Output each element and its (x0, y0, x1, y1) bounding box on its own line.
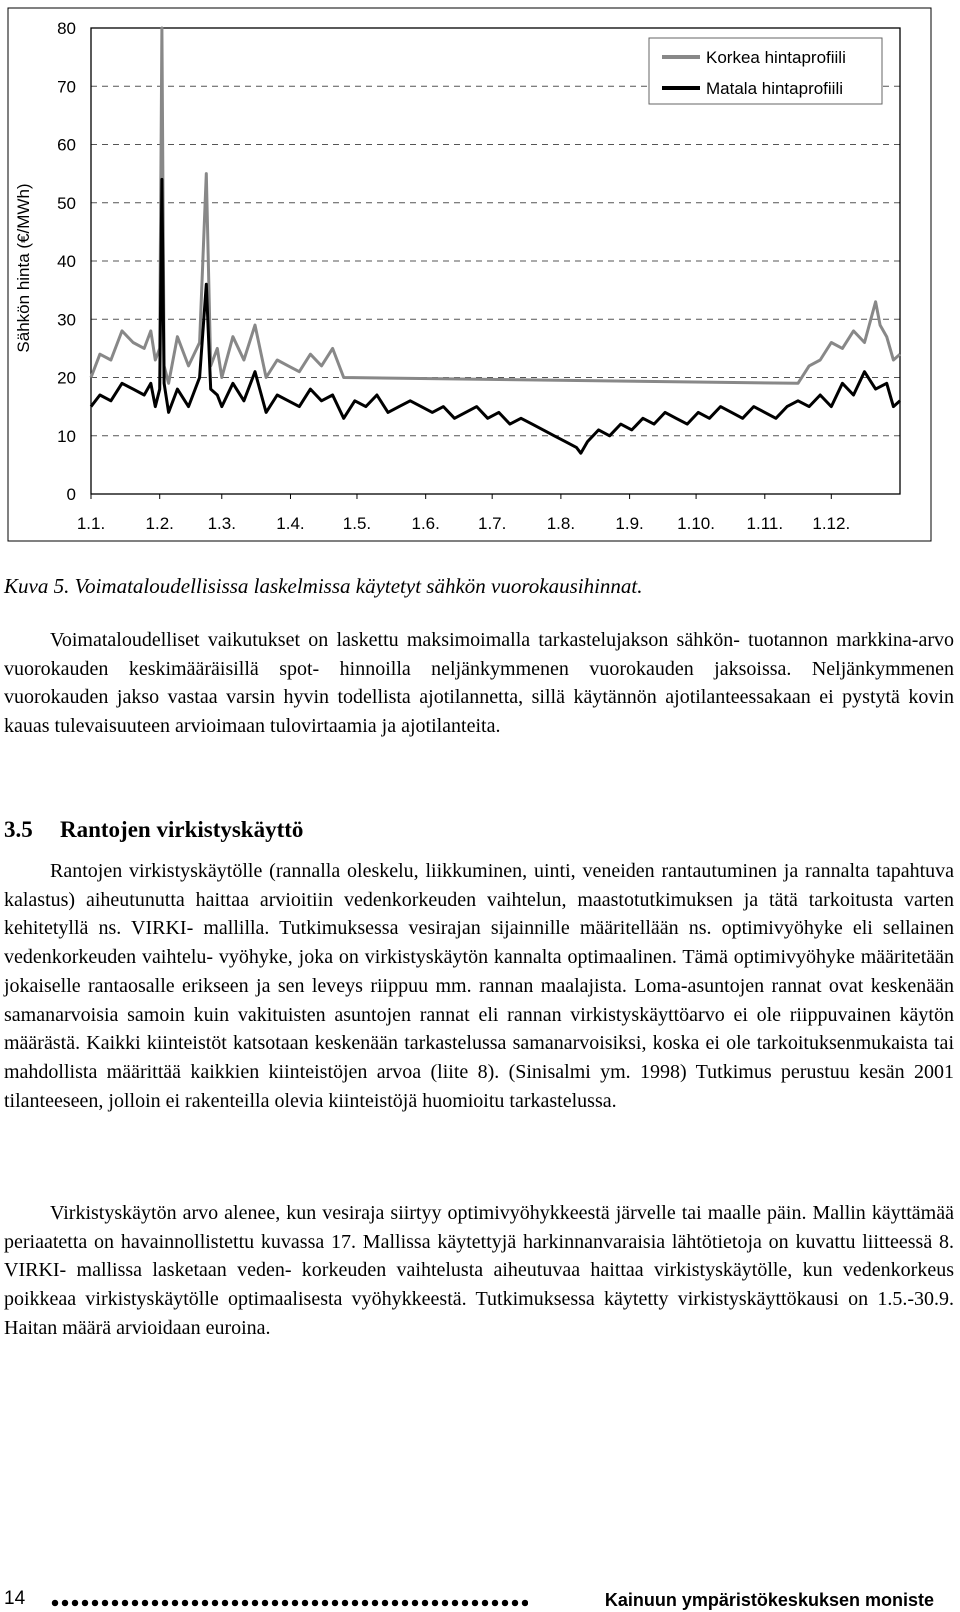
x-tick-label: 1.6. (411, 514, 440, 533)
section-number: 3.5 (4, 817, 33, 842)
y-tick-label: 60 (57, 135, 76, 155)
x-tick-label: 1.9. (615, 514, 644, 533)
y-tick-label: 40 (57, 252, 76, 271)
x-tick-label: 1.1. (76, 514, 106, 533)
x-tick-label: 1.4. (276, 514, 305, 533)
y-tick-label: 80 (57, 19, 76, 38)
footer-dot-leader (50, 1599, 528, 1607)
paragraph-2: Rantojen virkistyskäytölle (rannalla oleskelu, liikkuminen, uinti, veneiden rantautuminen ja rannalta tapahtuva kalastus) aiheutunutta haittaa arvioitiin vedenkorkeuden vaihtelun, maastotutkimuksen ja tätä tarkoitusta varten kehitetyllä ns. VIRKI- mallilla. Tutkimuksessa vesirajan sijainnille määritellään ns. optimivyöhyke eli sellainen vedenkorkeuden vaihtelu- vyöhyke, joka on virkistyskäytön kannalta optimaalinen. Tämä optimivyöhyke määritetään jokaiselle rantaosalle erikseen ja sen leveys riippuu mm. rannan maalajista. Loma-asuntojen rannat ovat keskenään samanarvoisia samoin kuin vakituisten asuntojen rannat eli rannan virkistyskäyttöarvo ei ole riippuvainen käytön määrästä. Kaikki kiinteistöt katsotaan keskenään tarkastelussa samanarvoisiksi, koska ei ole tarkoituksenmukaista tai mahdollista määrittää kaikkien kiinteistöjen arvoa (liite 8). (Sinisalmi ym. 1998) Tutkimus perustuu kesän 2001 tilanteeseen, jolloin ei rakenteilla olevia kiinteistöjä huomioitu tarkastelussa. (4, 860, 954, 1112)
y-axis-ticks (57, 19, 76, 504)
y-tick-label: 30 (57, 310, 76, 330)
y-tick-label: 10 (57, 426, 76, 446)
x-tick-label: 1.11. (746, 514, 784, 533)
y-tick-label: 20 (57, 368, 76, 388)
x-tick-label: 1.3. (207, 514, 236, 533)
price-chart (0, 0, 960, 562)
legend-label-matala: Matala hintaprofiili (706, 79, 844, 98)
paragraph-1: Voimataloudelliset vaikutukset on laskettu maksimoimalla tarkastelujakson sähkön- tuotannon markkina-arvo vuorokauden keskimääräisillä spot- hinnoilla neljänkymmenen vuorokauden jaksoissa. Neljänkymmenen vuorokauden jakso vastaa varsin hyvin todellista ajotilannetta, sillä käytännön ajotilanteessakaan ei pystytä kovin kauas tulevaisuuteen arvioimaan tulovirtaamia ja ajotilanteita. (4, 629, 954, 738)
x-tick-label: 1.7. (477, 514, 507, 533)
footer-series-title: Kainuun ympäristökeskuksen moniste (604, 1590, 934, 1610)
y-tick-label: 0 (66, 485, 76, 504)
legend-label-korkea: Korkea hintaprofiili (706, 48, 846, 67)
x-tick-label: 1.5. (342, 514, 372, 533)
paragraph-3: Virkistyskäytön arvo alenee, kun vesiraja siirtyy optimivyöhykkeestä järvelle tai maalle päin. Mallin käyttämää periaatetta on havainnollistettu kuvassa 17. Mallissa käytettyjä harkinnanvaraisia lähtötietoja on kuvattu liitteessä 8. VIRKI- mallissa lasketaan veden- korkeuden vaihtelusta aiheutuvaa haittaa virkistyskäytölle, kun vedenkorkeus poikkeaa virkistyskäytölle optimaalisesta vyöhykkeestä. Tutkimuksessa käytetty virkistyskäyttökausi on 1.5.-30.9. Haitan määrä arvioidaan euroina. (4, 1202, 954, 1339)
section-title: Rantojen virkistyskäyttö (60, 817, 304, 842)
section-heading (4, 817, 303, 843)
legend (649, 38, 882, 104)
y-tick-label: 50 (57, 193, 76, 213)
page-footer (4, 1588, 934, 1612)
x-tick-label: 1.12. (812, 514, 851, 533)
page-number: 14 (4, 1588, 26, 1609)
y-tick-label: 70 (57, 77, 76, 97)
price-chart-svg (0, 0, 960, 562)
y-axis-label: Sähkön hinta (€/MWh) (14, 183, 33, 353)
x-tick-label: 1.10. (677, 514, 715, 533)
figure-caption: Kuva 5. Voimataloudellisissa laskelmissa käytetyt sähkön vuorokausihinnat. (4, 574, 643, 598)
x-tick-label: 1.8. (546, 514, 576, 533)
x-tick-label: 1.2. (145, 514, 174, 533)
